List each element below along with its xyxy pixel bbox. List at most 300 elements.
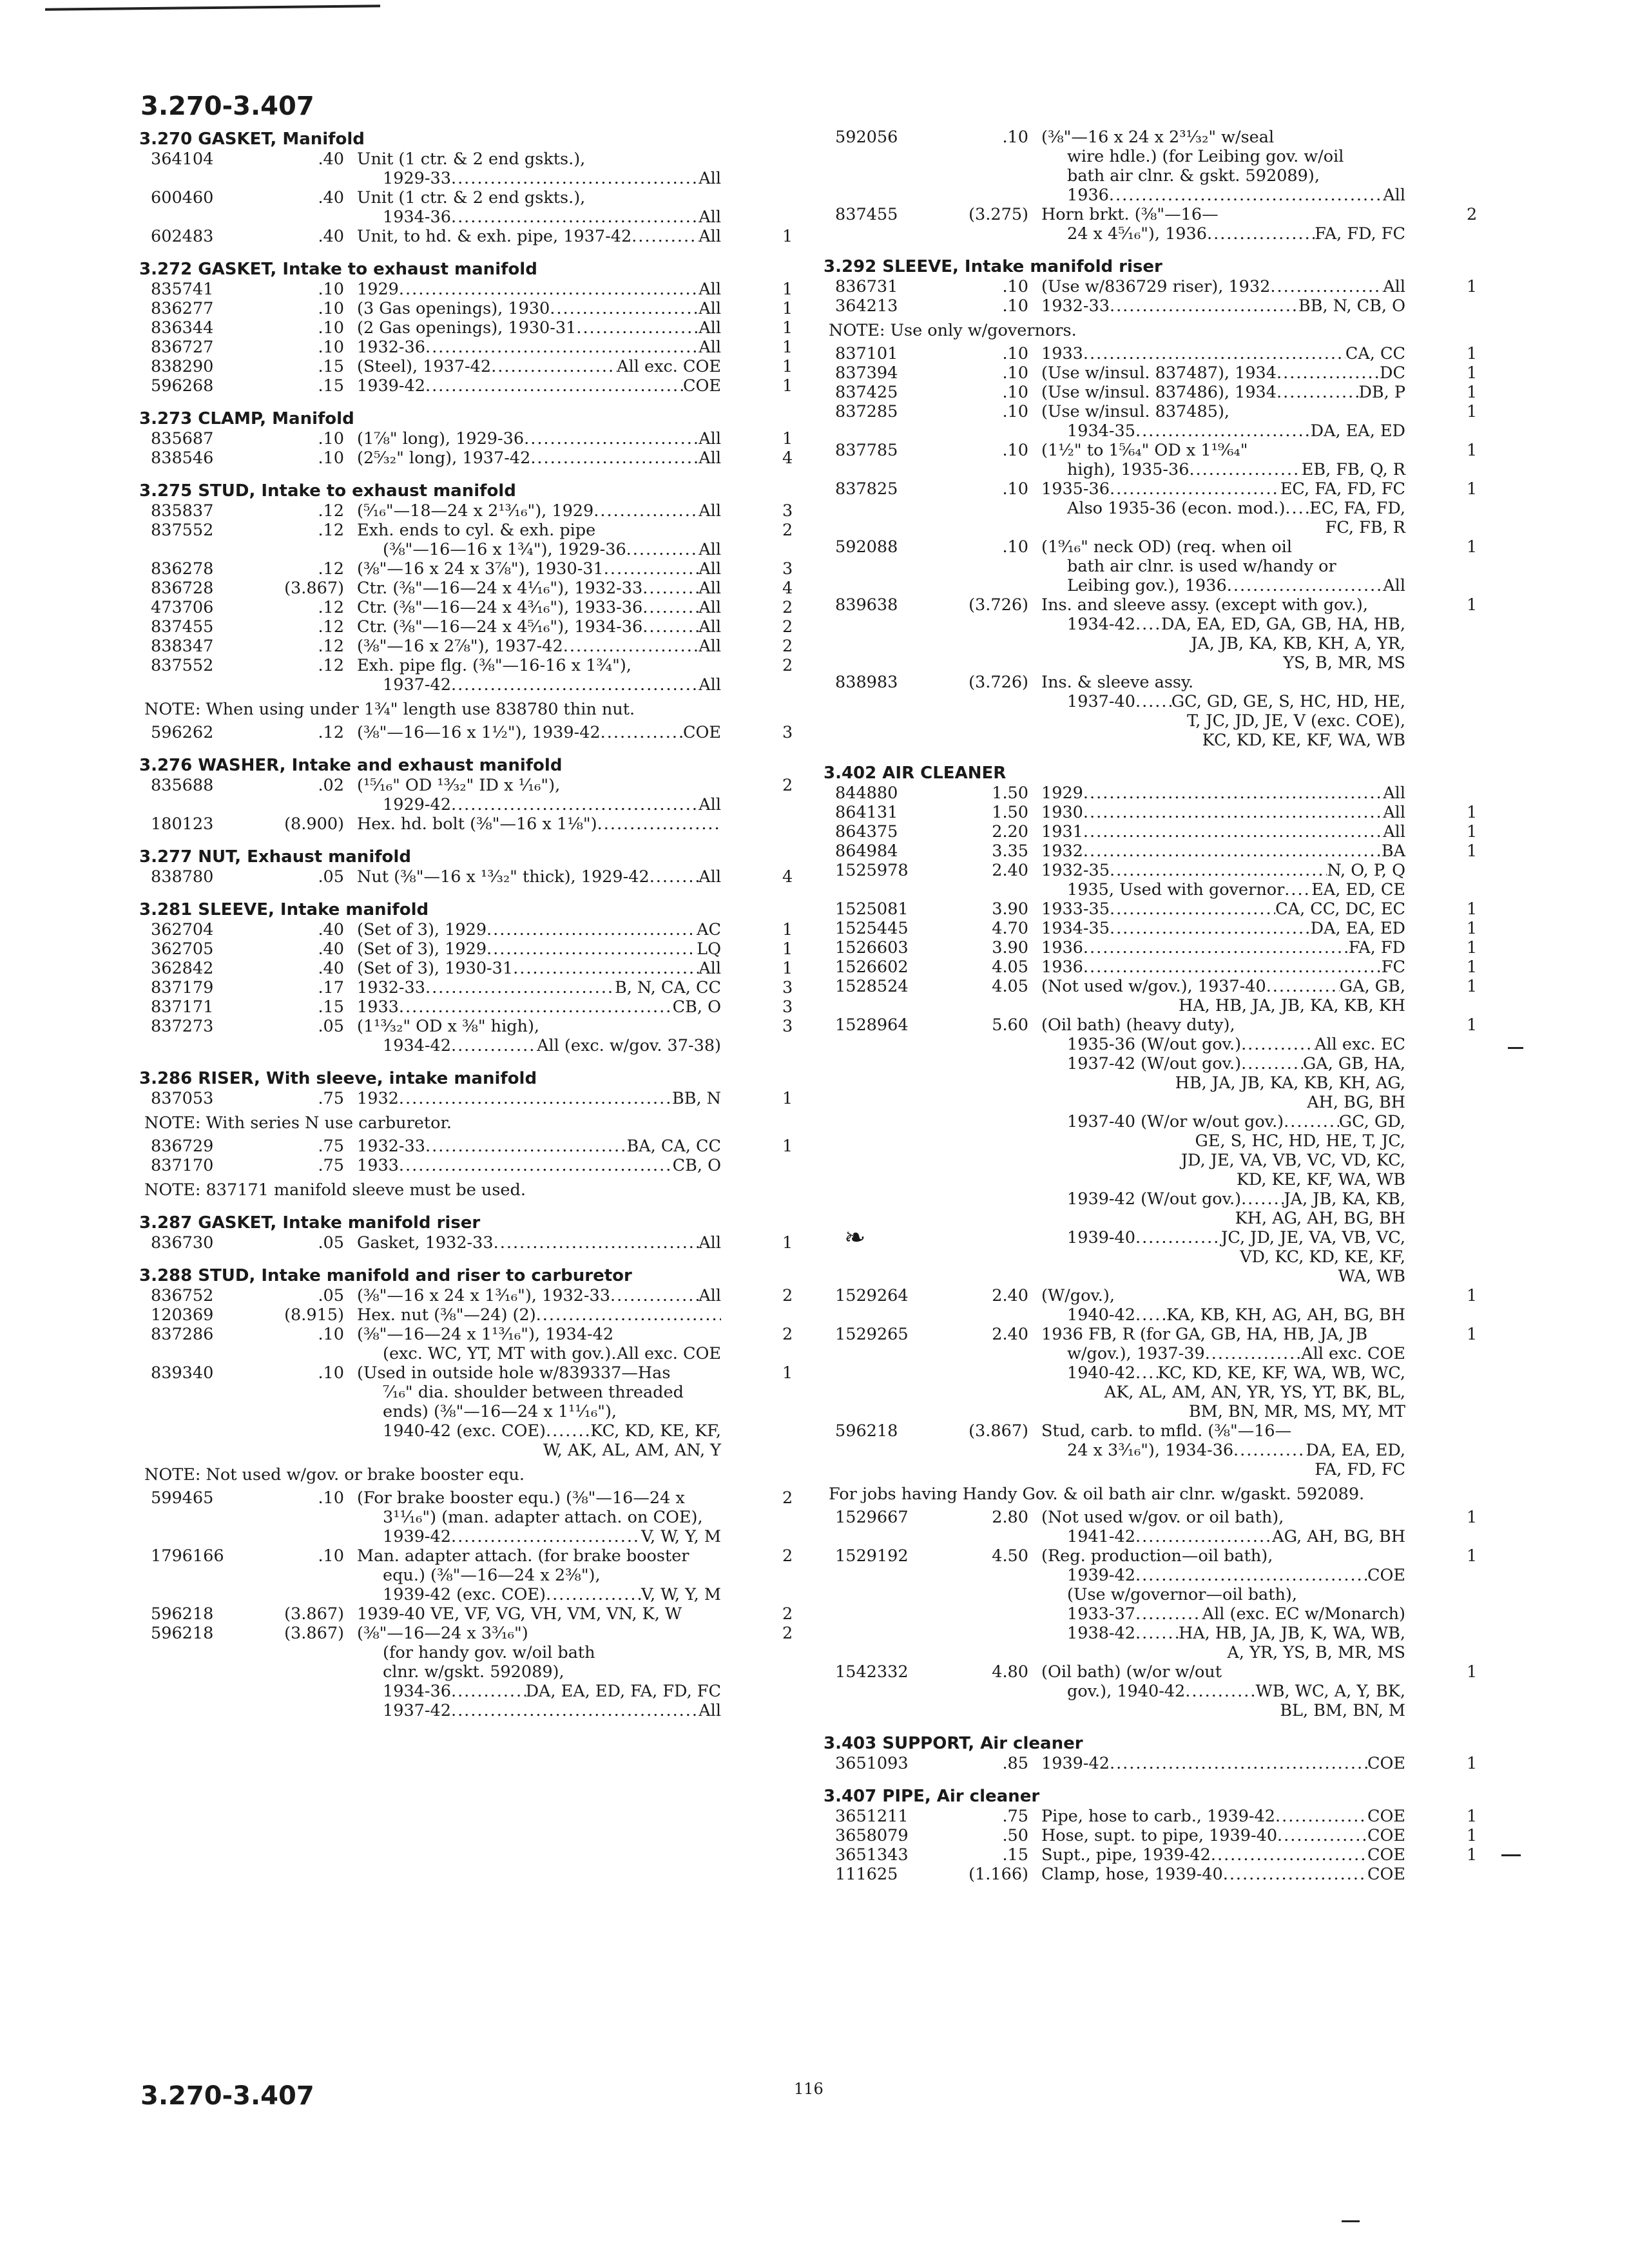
leader-dots [1223, 1865, 1367, 1884]
description-line [1041, 1035, 1405, 1054]
description-line: equ.) (⅜"—16—24 x 2⅜"), [383, 1566, 601, 1585]
table-row [822, 977, 1486, 1015]
part-number: 836729 [151, 1137, 214, 1156]
leader-dots [593, 501, 699, 521]
table-row [138, 448, 802, 468]
description [357, 559, 721, 579]
description-line [357, 540, 721, 559]
price: .10 [1002, 441, 1028, 460]
section [138, 408, 802, 468]
quantity: 1 [1467, 363, 1478, 383]
part-number: 592088 [835, 537, 898, 557]
line-text: w/gov.), 1937-39 [1067, 1344, 1205, 1363]
part-number: 836727 [151, 338, 214, 357]
line-text: 1935-36 [1041, 479, 1110, 499]
table-row [138, 1488, 802, 1546]
description-line [357, 959, 721, 978]
price: 3.35 [992, 841, 1028, 861]
description-line [1041, 1112, 1405, 1131]
section-title: 3.275 STUD, Intake to exhaust manifold [139, 481, 516, 501]
models: All [699, 207, 721, 227]
quantity: 1 [1467, 1015, 1478, 1035]
description-line [357, 637, 721, 656]
models: HA, HB, JA, JB, K, WA, WB, [1179, 1624, 1405, 1643]
leader-dots [1185, 1682, 1255, 1701]
line-text: 1939-42 (exc. COE) [383, 1585, 546, 1604]
line-text: Nut (⅜"—16 x ¹³⁄₃₂" thick), 1929-42 [357, 867, 650, 887]
description [1041, 1015, 1405, 1286]
line-text: 1937-40 (W/or w/out gov.) [1067, 1112, 1284, 1131]
section-title: 3.288 STUD, Intake manifold and riser to carburetor [139, 1266, 632, 1285]
note: For jobs having Handy Gov. & oil bath air clnr. w/gaskt. 592089. [829, 1485, 1365, 1504]
price: .10 [318, 448, 344, 468]
part-number: 596218 [151, 1604, 214, 1624]
models: JC, JD, JE, VA, VB, VC, [1221, 1228, 1405, 1247]
models: CA, CC, DC, EC [1275, 899, 1405, 919]
description-line: Man. adapter attach. (for brake booster [357, 1546, 689, 1566]
description-line [1041, 421, 1405, 441]
quantity: 2 [782, 637, 793, 656]
line-text: 1939-40 [1067, 1228, 1135, 1247]
description-line [357, 1233, 721, 1253]
description-line [1041, 1305, 1405, 1325]
description-line [357, 579, 721, 598]
line-text: 1939-42 [1041, 1754, 1110, 1773]
quantity: 3 [782, 1017, 793, 1036]
description-line: (1⁹⁄₁₆" neck OD) (req. when oil [1041, 537, 1292, 557]
description-line: Unit (1 ctr. & 2 end gskts.), [357, 188, 586, 207]
table-row [822, 861, 1486, 899]
description [1041, 1865, 1405, 1884]
table-row [138, 617, 802, 637]
line-text: 1934-42 [1067, 615, 1135, 634]
part-number: 600460 [151, 188, 214, 207]
line-text: 1932 [1041, 841, 1083, 861]
part-number: 838983 [835, 673, 898, 692]
description [357, 1089, 721, 1108]
leader-dots [494, 1233, 699, 1253]
models: BB, N [671, 1089, 721, 1108]
description [1041, 841, 1405, 861]
leader-dots [451, 169, 699, 188]
models: All [699, 227, 721, 246]
section-title: 3.273 CLAMP, Manifold [139, 409, 354, 428]
part-number: 836730 [151, 1233, 214, 1253]
description-line [1041, 783, 1405, 803]
leader-dots [1135, 1228, 1221, 1247]
price: .10 [1002, 296, 1028, 316]
line-text: Leibing gov.), 1936 [1067, 576, 1227, 595]
left-column [138, 129, 802, 1720]
part-number: 837285 [835, 402, 898, 421]
models: GC, GD, GE, S, HC, HD, HE, [1171, 692, 1405, 711]
description-line [357, 1089, 721, 1108]
table-row [822, 595, 1486, 673]
table-row [138, 280, 802, 299]
description [357, 299, 721, 318]
section [138, 129, 802, 246]
description [357, 939, 721, 959]
models: All (exc. w/gov. 37-38) [537, 1036, 721, 1055]
table-row [138, 318, 802, 338]
leader-dots [451, 1701, 699, 1720]
section [138, 1213, 802, 1253]
page-number: 116 [794, 2080, 824, 2098]
leader-dots [425, 1137, 627, 1156]
description-line: HB, JA, JB, KA, KB, KH, AG, [1175, 1073, 1405, 1093]
price: .10 [1002, 344, 1028, 363]
models: B, N, CA, CC [614, 978, 721, 997]
description-line: VD, KC, KD, KE, KF, [1240, 1247, 1405, 1267]
section-title: 3.403 SUPPORT, Air cleaner [824, 1734, 1083, 1753]
price: .50 [1002, 1826, 1028, 1845]
description-line [357, 978, 721, 997]
part-number: 3658079 [835, 1826, 909, 1845]
models: FA, FD [1348, 938, 1405, 957]
description-line: T, JC, JD, JE, V (exc. COE), [1186, 711, 1405, 731]
quantity: 3 [782, 723, 793, 742]
part-number: 3651211 [835, 1807, 909, 1826]
description-line [1041, 1865, 1405, 1884]
table-row [138, 1363, 802, 1460]
line-text: 1933 [357, 1156, 399, 1175]
models: COE [1367, 1845, 1405, 1865]
description-line [1041, 938, 1405, 957]
part-number: 837455 [835, 205, 898, 224]
line-text: 1933 [357, 997, 399, 1017]
part-number: 120369 [151, 1305, 214, 1325]
models: AG, AH, BG, BH [1272, 1527, 1405, 1546]
part-number: 838780 [151, 867, 214, 887]
quantity: 3 [782, 978, 793, 997]
models: KC, KD, KE, KF, WA, WB, WC, [1157, 1363, 1405, 1383]
part-number: 837170 [151, 1156, 214, 1175]
line-text: 1937-42 [383, 1701, 451, 1720]
description-line [357, 1585, 721, 1604]
price: 5.60 [992, 1015, 1028, 1035]
models: WB, WC, A, Y, BK, [1255, 1682, 1405, 1701]
models: COE [1367, 1807, 1405, 1826]
price: .10 [318, 338, 344, 357]
description-line [1041, 1754, 1405, 1773]
quantity: 1 [1467, 1508, 1478, 1527]
leader-dots [546, 1585, 641, 1604]
part-number: 835688 [151, 776, 214, 795]
price: .40 [318, 149, 344, 169]
description [1041, 938, 1405, 957]
section [138, 847, 802, 887]
description-line [1041, 1826, 1405, 1845]
part-number: 362842 [151, 959, 214, 978]
line-text: (exc. WC, YT, MT with gov.) [383, 1344, 612, 1363]
line-text: 1937-40 [1067, 692, 1135, 711]
models: All [1383, 277, 1405, 296]
description-line: FC, FB, R [1325, 518, 1405, 537]
models: DB, P [1358, 383, 1405, 402]
quantity: 1 [1467, 1845, 1478, 1865]
models: EC, FA, FD, FC [1280, 479, 1405, 499]
price: 2.40 [992, 1286, 1028, 1305]
models: COE [1367, 1566, 1405, 1585]
part-number: 364213 [835, 296, 898, 316]
models: All (exc. EC w/Monarch) [1202, 1604, 1405, 1624]
quantity: 2 [782, 521, 793, 540]
line-text: 1933 [1041, 344, 1083, 363]
line-text: 1929 [357, 280, 399, 299]
line-text: 1935, Used with governor [1067, 880, 1285, 899]
price: .12 [318, 521, 344, 540]
quantity: 1 [782, 227, 793, 246]
part-number: 1529265 [835, 1325, 909, 1344]
quantity: 1 [782, 1363, 793, 1383]
description-line: BL, BM, BN, M [1280, 1701, 1405, 1720]
leader-dots [1083, 957, 1382, 977]
price: .40 [318, 959, 344, 978]
description-line: bath air clnr. is used w/handy or [1067, 557, 1336, 576]
description [357, 959, 721, 978]
line-text: (Use w/insul. 837486), 1934 [1041, 383, 1277, 402]
description [357, 723, 721, 742]
description-line [357, 1701, 721, 1720]
models: GC, GD, [1338, 1112, 1405, 1131]
description-line: KC, KD, KE, KF, WA, WB [1202, 731, 1405, 750]
description [1041, 128, 1405, 205]
models: JA, JB, KA, KB, [1284, 1189, 1405, 1209]
description-line [1041, 499, 1405, 518]
description-line: FA, FD, FC [1315, 1460, 1405, 1479]
models: FA, FD, FC [1315, 224, 1405, 244]
models: EC, FA, FD, [1309, 499, 1405, 518]
line-text: 1941-42 [1067, 1527, 1135, 1546]
models: LQ [697, 939, 721, 959]
quantity: 1 [1467, 919, 1478, 938]
leader-dots [597, 814, 721, 834]
table-row [138, 376, 802, 396]
part-number: 596218 [835, 1421, 898, 1441]
quantity: 1 [1467, 344, 1478, 363]
leader-dots [550, 299, 699, 318]
leader-dots [425, 338, 699, 357]
description-line [1041, 1566, 1405, 1585]
table-row [138, 723, 802, 742]
leader-dots [487, 939, 697, 959]
line-text: 1939-42 (W/out gov.) [1067, 1189, 1242, 1209]
table-row [138, 1325, 802, 1363]
description [357, 280, 721, 299]
part-number: 599465 [151, 1488, 214, 1508]
description-line [1041, 803, 1405, 822]
quantity: 1 [782, 959, 793, 978]
description-line [357, 920, 721, 939]
models: COE [1367, 1865, 1405, 1884]
leader-dots [1275, 1807, 1367, 1826]
description-line [1041, 363, 1405, 383]
description-line [357, 429, 721, 448]
quantity: 4 [782, 579, 793, 598]
price: (1.166) [969, 1865, 1028, 1884]
description [357, 227, 721, 246]
price: .75 [1002, 1807, 1028, 1826]
section-title: 3.277 NUT, Exhaust manifold [139, 847, 411, 867]
line-text: 1934-42 [383, 1036, 451, 1055]
section [822, 256, 1486, 750]
description-line: Horn brkt. (⅜"—16— [1041, 205, 1219, 224]
description-line [1041, 880, 1405, 899]
quantity: 1 [1467, 383, 1478, 402]
section [138, 1265, 802, 1720]
price: 2.20 [992, 822, 1028, 841]
description-line [357, 617, 721, 637]
line-text: (Set of 3), 1929 [357, 939, 487, 959]
section [822, 763, 1486, 1720]
leader-dots [1135, 1305, 1166, 1325]
quantity: 2 [782, 656, 793, 675]
models: All [699, 429, 721, 448]
line-text: 1934-35 [1067, 421, 1135, 441]
part-number: 838546 [151, 448, 214, 468]
part-number: 364104 [151, 149, 214, 169]
quantity: 1 [1467, 841, 1478, 861]
leader-dots [1109, 186, 1383, 205]
description [357, 149, 721, 188]
price: .15 [1002, 1845, 1028, 1865]
description-line: 3¹¹⁄₁₆") (man. adapter attach. on COE), [383, 1508, 703, 1527]
section-title: 3.286 RISER, With sleeve, intake manifold [139, 1069, 537, 1088]
quantity: 1 [782, 357, 793, 376]
description-line [1041, 296, 1405, 316]
price: .10 [318, 1325, 344, 1344]
leader-dots [1135, 1624, 1179, 1643]
part-number: 837101 [835, 344, 898, 363]
description-line: (⅜"—16—24 x 1¹³⁄₁₆"), 1934-42 [357, 1325, 614, 1344]
description-line [357, 299, 721, 318]
description-line [357, 1421, 721, 1441]
price: 4.05 [992, 957, 1028, 977]
description-line [357, 1137, 721, 1156]
price: 4.50 [992, 1546, 1028, 1566]
description-line: BM, BN, MR, MS, MY, MT [1188, 1402, 1405, 1421]
quantity: 1 [1467, 899, 1478, 919]
quantity: 3 [782, 559, 793, 579]
models: DA, EA, ED [1310, 919, 1405, 938]
quantity: 1 [1467, 957, 1478, 977]
line-text: 1936 [1067, 186, 1109, 205]
leader-dots [487, 920, 697, 939]
part-number: 837552 [151, 521, 214, 540]
part-number: 596218 [151, 1624, 214, 1643]
part-number: 835837 [151, 501, 214, 521]
table-row [138, 997, 802, 1017]
part-number: 1796166 [151, 1546, 224, 1566]
table-row [822, 1845, 1486, 1865]
leader-dots [642, 617, 699, 637]
description-line: 1936 FB, R (for GA, GB, HA, HB, JA, JB [1041, 1325, 1368, 1344]
table-row [138, 188, 802, 227]
price: .05 [318, 867, 344, 887]
table-row [822, 673, 1486, 750]
part-number: 1529192 [835, 1546, 909, 1566]
section [822, 1786, 1486, 1884]
quantity: 2 [782, 1604, 793, 1624]
table-row [822, 441, 1486, 479]
models: COE [682, 723, 721, 742]
price: .10 [1002, 363, 1028, 383]
quantity: 1 [1467, 1807, 1478, 1826]
models: All [699, 637, 721, 656]
description-line [357, 1286, 721, 1305]
table-row [138, 814, 802, 834]
part-number: 836752 [151, 1286, 214, 1305]
description [1041, 344, 1405, 363]
price: .05 [318, 1286, 344, 1305]
description-line: Stud, carb. to mfld. (⅜"—16— [1041, 1421, 1292, 1441]
description [357, 1017, 721, 1055]
description-line: WA, WB [1338, 1267, 1405, 1286]
description-line: (for handy gov. w/oil bath [383, 1643, 595, 1662]
description [1041, 861, 1405, 899]
leader-dots [1135, 421, 1311, 441]
description-line: AH, BG, BH [1307, 1093, 1405, 1112]
price: .12 [318, 617, 344, 637]
quantity: 3 [782, 997, 793, 1017]
line-text: 24 x 3³⁄₁₆"), 1934-36 [1067, 1441, 1234, 1460]
table-row [138, 867, 802, 887]
table-row [138, 978, 802, 997]
part-number: 838290 [151, 357, 214, 376]
description [357, 1137, 721, 1156]
line-text: (2 Gas openings), 1930-31 [357, 318, 577, 338]
description [357, 978, 721, 997]
price: .05 [318, 1233, 344, 1253]
models: DA, EA, ED, FA, FD, FC [525, 1682, 721, 1701]
part-number: 864984 [835, 841, 898, 861]
table-row [822, 783, 1486, 803]
leader-dots [451, 1682, 526, 1701]
part-number: 836728 [151, 579, 214, 598]
description-line [357, 1156, 721, 1175]
quantity: 4 [782, 867, 793, 887]
table-row [822, 919, 1486, 938]
quantity: 1 [782, 299, 793, 318]
price: 1.50 [992, 803, 1028, 822]
quantity: 1 [1467, 595, 1478, 615]
quantity: 1 [1467, 479, 1478, 499]
part-number: 835687 [151, 429, 214, 448]
part-number: 1528964 [835, 1015, 909, 1035]
part-number: 836278 [151, 559, 214, 579]
note: NOTE: Not used w/gov. or brake booster equ. [144, 1465, 525, 1485]
part-number: 1542332 [835, 1662, 909, 1682]
description [357, 357, 721, 376]
description-line: (¹⁵⁄₁₆" OD ¹³⁄₃₂" ID x ¹⁄₁₆"), [357, 776, 561, 795]
line-text: gov.), 1940-42 [1067, 1682, 1186, 1701]
line-text: 1932 [357, 1089, 399, 1108]
line-text: 1932-33 [1041, 296, 1110, 316]
price: 3.90 [992, 938, 1028, 957]
leader-dots [1135, 1566, 1367, 1585]
section [138, 481, 802, 742]
price: .10 [1002, 128, 1028, 147]
description-line [1041, 479, 1405, 499]
leader-dots [546, 1421, 590, 1441]
description [1041, 1325, 1405, 1421]
description [1041, 1662, 1405, 1720]
quantity: 1 [1467, 1546, 1478, 1566]
part-number: 837785 [835, 441, 898, 460]
price: .10 [318, 280, 344, 299]
description [1041, 363, 1405, 383]
table-row [822, 402, 1486, 441]
